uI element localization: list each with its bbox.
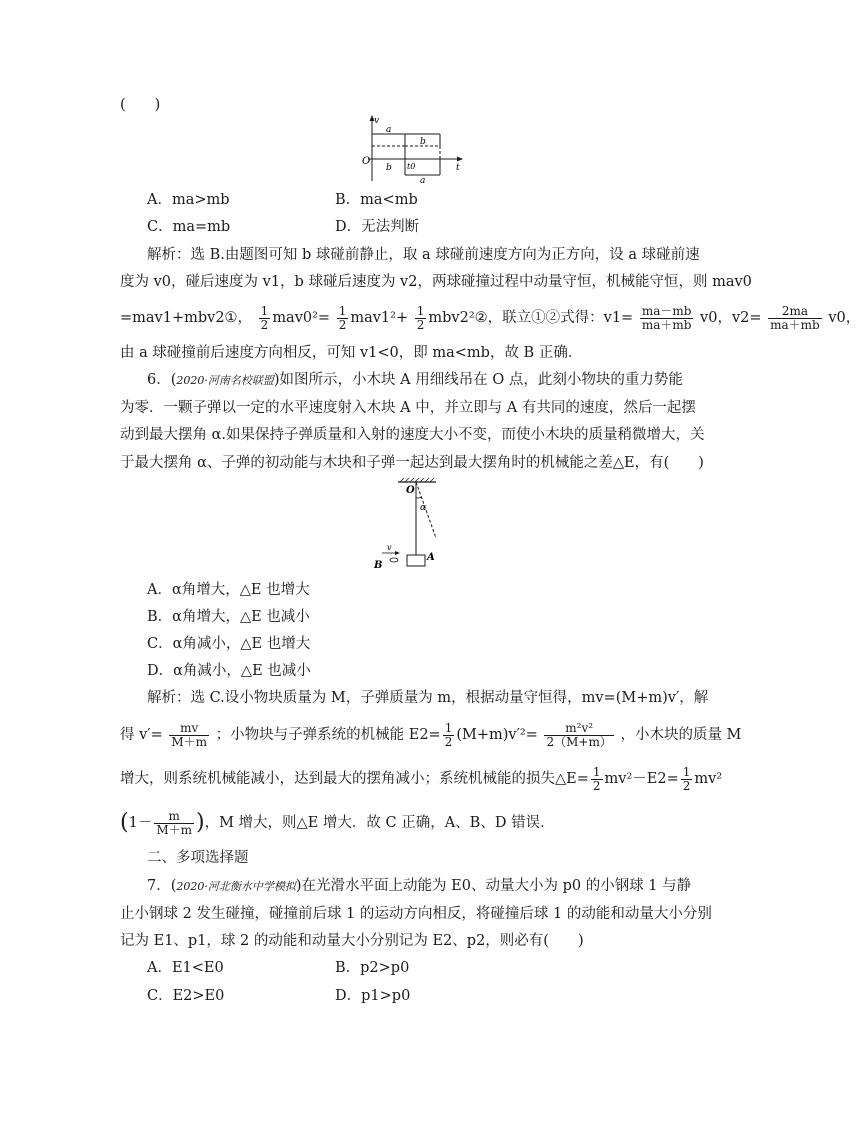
- origin-label: O: [362, 156, 371, 167]
- q6-analysis-line2: 得 v′= $\frac{mv}{M+m}$ ；小物块与子弹系统的机械能 E2= $\frac{1}{2}$ (M+m)v′²= $\frac{\text{m²v²}}{2(M+m)}$ ，小木块的质量 M: [120, 720, 742, 749]
- q6-stem-line1: 6．(2020·河南名校联盟)如图所示，小木块 A 用细线吊在 O 点，此刻小物块的重力势能: [147, 372, 683, 388]
- label-b-top: b: [420, 137, 426, 147]
- axis-v-label: v: [374, 116, 380, 126]
- fraction-half: $\frac{1}{2}$: [338, 303, 347, 332]
- fraction-v2: $\frac{2ma}{ma+mb}$: [770, 303, 820, 332]
- q5-analysis-line1: 解析：选 B.由题图可知 b 球碰前静止，取 a 球碰前速度方向为正方向，设 a 球碰前速: [147, 247, 700, 263]
- q5-option-d: D．无法判断: [335, 219, 420, 235]
- fraction-v-prime: $\frac{mv}{M+m}$: [171, 720, 208, 749]
- section-heading-multiple-choice: 二、多项选择题: [147, 850, 249, 866]
- label-a-bottom: a: [420, 176, 426, 186]
- q6-stem-line2: 为零．一颗子弹以一定的水平速度射入木块 A 中，并立即与 A 有共同的速度，然后一起摆: [120, 400, 696, 416]
- q5-analysis-line2: 度为 v0，碰后速度为 v1，b 球碰后速度为 v2，两球碰撞过程中动量守恒，机械能守恒，则 mav0: [120, 274, 752, 290]
- fraction-half: $\frac{1}{2}$: [592, 764, 601, 793]
- q6-stem-line4: 于最大摆角 α、子弹的初动能与木块和子弹一起达到最大摆角时的机械能之差△E，有( ): [120, 455, 704, 471]
- axis-t-label: t: [456, 163, 460, 173]
- q6-option-c: C．α角减小，△E 也增大: [147, 636, 311, 652]
- block-a-label: A: [427, 552, 435, 563]
- q7-stem-line2: 止小钢球 2 发生碰撞，碰撞前后球 1 的运动方向相反，将碰撞后球 1 的动能和动量大小分别: [120, 906, 712, 922]
- q5-option-c: C．ma=mb: [147, 219, 231, 235]
- label-t0: t0: [407, 162, 416, 171]
- q5-answer-bracket: ( ): [120, 97, 161, 113]
- fraction-half: $\frac{1}{2}$: [416, 303, 425, 332]
- q7-stem-line1: 7．(2020·河北衡水中学模拟)在光滑水平面上动能为 E0、动量大小为 p0 的小钢球 1 与静: [147, 878, 692, 894]
- fraction-m-ratio: $\frac{m}{M+m}$: [156, 808, 192, 837]
- q6-option-a: A．α角增大，△E 也增大: [147, 582, 310, 598]
- q6-analysis-line3: 增大，则系统机械能减小，达到最大的摆角减小；系统机械能的损失△E= $\frac{1}{2}$ mv²－E2= $\frac{1}{2}$ mv²: [120, 764, 723, 793]
- q6-stem-line3: 动到最大摆角 α.如果保持子弹质量和入射的速度大小不变，而使小木块的质量稍微增大，关: [120, 427, 705, 443]
- q7-option-a: A．E1<E0: [147, 960, 224, 976]
- point-o-label: O: [406, 485, 415, 496]
- alpha-label: α: [420, 503, 427, 513]
- q6-option-b: B．α角增大，△E 也减小: [147, 609, 310, 625]
- bullet-b-label: B: [374, 560, 383, 571]
- q7-option-d: D．p1>p0: [335, 988, 411, 1004]
- fraction-v1: $\frac{ma-mb}{ma+mb}$: [641, 303, 692, 332]
- q7-stem-line3: 记为 E1、p1，球 2 的动能和动量大小分别记为 E2、p2，则必有( ): [120, 933, 584, 949]
- q6-analysis-line1: 解析：选 C.设小物块质量为 M，子弹质量为 m，根据动量守恒得，mv=(M+m)v′，解: [147, 690, 709, 706]
- q7-option-b: B．p2>p0: [335, 960, 410, 976]
- q5-option-a: A．ma>mb: [147, 192, 230, 208]
- fraction-half: $\frac{1}{2}$: [444, 720, 453, 749]
- q6-pendulum-figure: [370, 478, 445, 573]
- fraction-half: $\frac{1}{2}$: [682, 764, 691, 793]
- fraction-half: $\frac{1}{2}$: [260, 303, 269, 332]
- q5-velocity-time-graph: [360, 113, 465, 185]
- q6-option-d: D．α角减小，△E 也减小: [147, 663, 311, 679]
- q5-option-b: B．ma<mb: [335, 192, 418, 208]
- velocity-label: v: [387, 543, 392, 552]
- label-b-bottom: b: [386, 163, 392, 173]
- q6-analysis-line4: (1－ $\frac{m}{M+m}$ )，M 增大，则△E 增大．故 C 正确，A、B、D 错误．: [120, 808, 555, 837]
- fraction-e2: $\frac{\text{m²v²}}{2(M+m)}$: [546, 720, 612, 749]
- q5-analysis-line3: =mav1+mbv2①， $\frac{1}{2}$ mav0²= $\frac{1}{2}$ mav1²+ $\frac{1}{2}$ mbv2²②，联立①②式得：v1= $\frac{ma-mb}{ma+mb}$ v0，v2= $\frac{2ma}{ma+mb}$ v0，: [120, 303, 860, 332]
- q5-analysis-line4: 由 a 球碰撞前后速度方向相反，可知 v1<0，即 ma<mb，故 B 正确．: [120, 345, 583, 361]
- q7-option-c: C．E2>E0: [147, 988, 225, 1004]
- label-a-top: a: [386, 125, 392, 135]
